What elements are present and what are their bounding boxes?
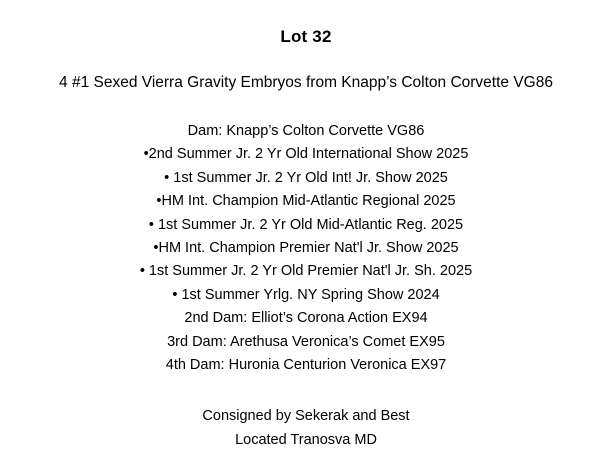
- consignor-line: Consigned by Sekerak and Best: [202, 408, 410, 425]
- pedigree-line: • 1st Summer Jr. 2 Yr Old Premier Nat'l Jr. Sh. 2025: [139, 263, 473, 280]
- consignment-block: [18, 405, 594, 452]
- pedigree-line: 3rd Dam: Arethusa Veronica’s Comet EX95: [167, 333, 445, 350]
- pedigree-line: 2nd Dam: Elliot’s Corona Action EX94: [184, 310, 428, 327]
- lot-listing-page: [0, 27, 612, 455]
- pedigree-line: •HM Int. Champion Mid-Atlantic Regional 2025: [156, 193, 456, 210]
- page-title: Lot 32: [280, 27, 332, 46]
- pedigree-line: • 1st Summer Jr. 2 Yr Old Int! Jr. Show 2025: [164, 169, 448, 186]
- pedigree-line: • 1st Summer Jr. 2 Yr Old Mid-Atlantic Reg. 2025: [148, 216, 464, 233]
- pedigree-line: •HM Int. Champion Premier Nat'l Jr. Show 2025: [153, 240, 459, 257]
- lot-headline: 4 #1 Sexed Vierra Gravity Embryos from Knapp’s Colton Corvette VG86: [59, 74, 553, 91]
- pedigree-block: [18, 120, 594, 377]
- pedigree-line: 4th Dam: Huronia Centurion Veronica EX97: [165, 357, 447, 374]
- pedigree-line: Dam: Knapp’s Colton Corvette VG86: [187, 123, 425, 139]
- pedigree-line: •2nd Summer Jr. 2 Yr Old International Show 2025: [143, 146, 469, 163]
- location-line: Located Tranosva MD: [235, 431, 377, 448]
- pedigree-line: • 1st Summer Yrlg. NY Spring Show 2024: [172, 286, 440, 303]
